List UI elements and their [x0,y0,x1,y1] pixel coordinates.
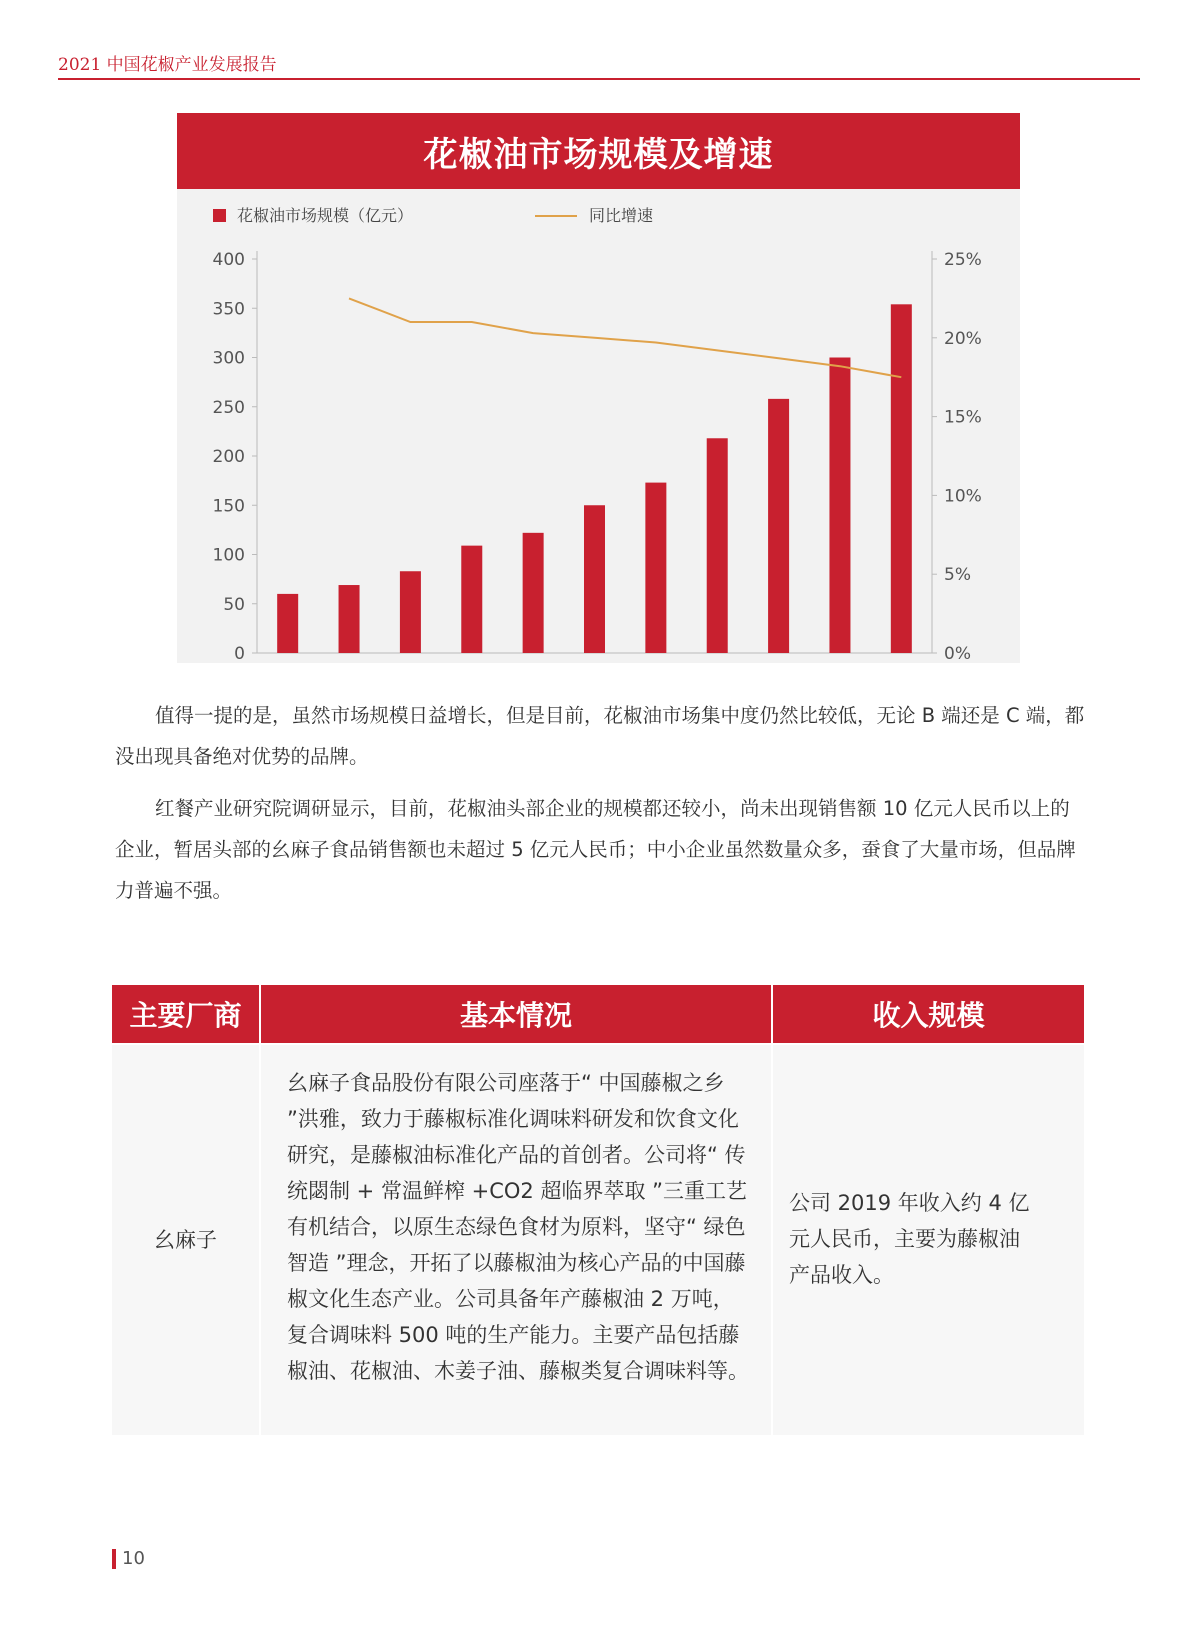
left-tick-label: 350 [212,299,245,320]
bar-2017 [400,571,421,653]
left-tick-label: 50 [223,594,245,615]
table-cell-vendor [112,1045,259,1435]
right-tick-label: 0% [944,644,971,663]
left-tick-label: 200 [212,447,245,467]
paragraph-2-text: 红餐产业研究院调研显示，目前，花椒油头部企业的规模都还较小，尚未出现销售额 10 亿元人民币以上的企业，暂居头部的幺麻子食品销售额也未超过 5 亿元人民币；中小企业虽然数量众多，蚕食了大量市场，但品牌力普遍不强。 [115,797,1076,902]
paragraph-1 [115,695,1085,777]
legend-line-label: 同比增速 [589,206,654,225]
left-tick-label: 250 [212,397,245,418]
vendor-info: 幺麻子食品股份有限公司座落于“ 中国藤椒之乡 ”洪雅，致力于藤椒标准化调味料研发和饮食文化研究，是藤椒油标准化产品的首创者。公司将“ 传统閟制 + 常温鲜榨 +CO2 超临界萃取 ”三重工艺有机结合，以原生态绿色食材为原料，坚守“ 绿色智造 ”理念，开拓了以藤椒油为核心产品的中国藤椒文化生态产业。公司具备年产藤椒油 2 万吨，复合调味料 500 吨的生产能力。主要产品包括藤椒油、花椒油、木姜子油、藤椒类复合调味料等。 [287,1071,749,1383]
table-header-revenue: 收入规模 [773,985,1084,1043]
paragraph-2 [115,788,1085,911]
legend-bar-swatch [213,209,226,222]
page-number-marker [112,1549,116,1569]
bar-2022E [707,438,728,653]
bar-2021E [645,483,666,653]
right-tick-label: 15% [944,407,982,428]
page-number [112,1548,145,1569]
paragraph-1-text: 值得一提的是，虽然市场规模日益增长，但是目前，花椒油市场集中度仍然比较低，无论 B 端还是 C 端，都没出现具备绝对优势的品牌。 [115,704,1085,768]
bar-2025E [891,304,912,653]
bar-2018 [461,546,482,653]
growth-line [349,298,901,377]
vendor-table [112,985,1084,1435]
left-tick-label: 300 [212,348,245,369]
chart-title: 花椒油市场规模及增速 [177,113,1020,189]
header-divider [58,78,1140,80]
legend-bar-label: 花椒油市场规模（亿元） [237,206,414,225]
bar-2023E [768,399,789,653]
table-header-vendor: 主要厂商 [112,985,259,1043]
bar-2019 [523,533,544,653]
bar-2015 [277,594,298,653]
left-tick-label: 150 [212,496,245,517]
right-tick-label: 10% [944,486,982,507]
report-title: 2021 中国花椒产业发展报告 [58,55,277,75]
vendor-name: 幺麻子 [154,1228,217,1252]
table-header-info: 基本情况 [261,985,771,1043]
left-tick-label: 0 [234,644,245,663]
table-cell-revenue [773,1045,1084,1435]
vendor-revenue: 公司 2019 年收入约 4 亿元人民币，主要为藤椒油产品收入。 [789,1191,1030,1287]
right-tick-label: 20% [944,328,982,349]
page-number-text: 10 [122,1548,145,1569]
right-tick-label: 25% [944,250,982,270]
bar-2016 [339,585,360,653]
right-tick-label: 5% [944,565,971,586]
bar-2020 [584,505,605,653]
table-cell-info [261,1045,771,1435]
bar-2024E [829,358,850,654]
left-tick-label: 100 [212,545,245,566]
chart-plot [177,189,1020,663]
left-tick-label: 400 [212,250,245,270]
chart-container [177,113,1020,663]
